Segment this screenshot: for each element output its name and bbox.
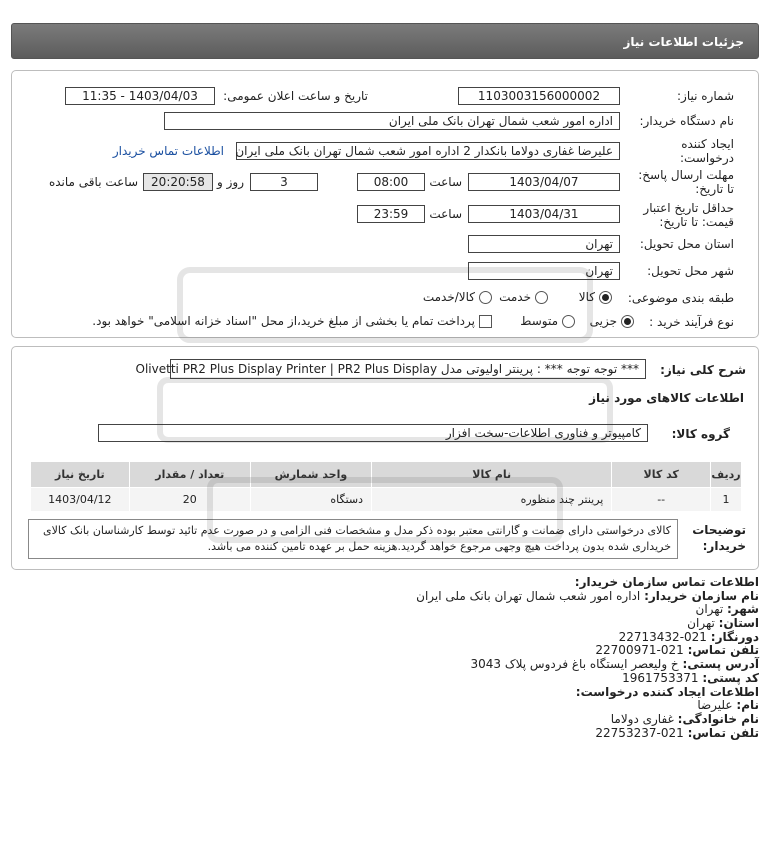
buyer-org-field: اداره امور شعب شمال تهران بانک ملی ایران [164,112,620,130]
deadline-label-1: مهلت ارسال پاسخ: [638,168,734,182]
validity-time-label: ساعت [429,207,462,221]
contact-fax: 021-22713432 [618,629,707,644]
cell-date: 1403/04/12 [31,488,130,512]
radio-selected-icon[interactable] [621,315,634,328]
contact-section [11,576,759,740]
deadline-label-2: تا تاریخ: [695,182,734,196]
group-label: گروه کالا: [671,427,730,441]
city-field: تهران [468,262,620,280]
remaining-time-field: 20:20:58 [143,173,213,191]
contact-city: تهران [695,602,724,617]
col-row: ردیف [710,462,741,488]
announce-field: 1403/04/03 - 11:35 [65,87,215,105]
contact-org: اداره امور شعب شمال تهران بانک ملی ایران [416,588,641,603]
category-option-goods-service[interactable]: کالا/خدمت [423,290,492,304]
process-option-minor[interactable]: جزیی [590,314,634,328]
treasury-payment-option[interactable]: پرداخت تمام یا بخشی از مبلغ خرید،از محل "اسناد خزانه اسلامی" خواهد بود. [92,314,492,328]
city-label: شهر محل تحویل: [647,264,734,278]
table-header-row [31,462,742,488]
radio-selected-icon[interactable] [599,291,612,304]
need-details-panel [11,70,759,338]
province-label: استان محل تحویل: [639,237,734,251]
contact-province-label: استان: [718,616,759,631]
creator-phone: 021-22753237 [595,725,684,740]
contact-postal-label: کد پستی: [702,670,759,685]
description-label: شرح کلی نیاز: [660,363,746,377]
need-number-label: شماره نیاز: [677,89,734,103]
announce-label: تاریخ و ساعت اعلان عمومی: [223,89,368,103]
table-row [31,488,742,512]
notes-label-2: خریدار: [702,539,746,553]
goods-panel [11,346,759,570]
creator-label-2: درخواست: [680,151,734,165]
creator-info-title: اطلاعات ایجاد کننده درخواست: [575,684,759,699]
radio-icon[interactable] [479,291,492,304]
buyer-org-label: نام دستگاه خریدار: [639,114,734,128]
creator-label-1: ایجاد کننده [681,137,734,151]
validity-label-2: قیمت: تا تاریخ: [659,215,734,229]
contact-postal: 1961753371 [622,670,699,685]
creator-name-label: نام: [736,698,759,713]
validity-time-field: 23:59 [357,205,425,223]
notes-field: کالای درخواستی دارای ضمانت و گارانتی معتبر بوده ذکر مدل و مشخصات فنی الزامی و در صورت عدم تائید توسط کارشناسان بانک کالای خریداری شده بدون پرداخت هیچ وجهی مرجوع خواهد گردید.هزینه حمل بر عهده تامین کننده می باشد. [28,519,678,559]
category-label: طبقه بندی موضوعی: [627,291,734,305]
days-label: روز و [217,175,244,189]
contact-city-label: شهر: [727,602,759,617]
contact-phone: 021-22700971 [595,643,684,658]
contact-title: اطلاعات تماس سازمان خریدار: [574,575,759,589]
col-unit: واحد شمارش [250,462,371,488]
deadline-time-label: ساعت [429,175,462,189]
cell-name: پرینتر چند منظوره [372,488,612,512]
buyer-contact-link[interactable]: اطلاعات تماس خریدار [112,144,224,158]
group-field: کامپیوتر و فناوری اطلاعات-سخت افزار [98,424,648,442]
checkbox-icon[interactable] [479,315,492,328]
contact-address-label: آدرس پستی: [682,657,759,672]
category-option-service[interactable]: خدمت [499,290,548,304]
creator-name: علیرضا [697,698,733,713]
creator-family: غفاری دولاما [610,711,674,726]
notes-label-1: توضیحات [692,523,746,537]
deadline-time-field: 08:00 [357,173,425,191]
col-date: تاریخ نیاز [31,462,130,488]
days-field: 3 [250,173,318,191]
col-name: نام کالا [372,462,612,488]
category-option-goods[interactable]: کالا [579,290,612,304]
process-option-medium[interactable]: متوسط [520,314,575,328]
contact-fax-label: دورنگار: [710,629,759,644]
province-field: تهران [468,235,620,253]
cell-code: -- [612,488,711,512]
description-field: *** توجه توجه *** : پرینتر اولیوتی مدل Olivetti PR2 Plus Display Printer | PR2 Plus Display [170,359,646,379]
page-title: جزئیات اطلاعات نیاز [623,35,744,49]
radio-icon[interactable] [535,291,548,304]
cell-row: 1 [710,488,741,512]
contact-org-label: نام سازمان خریدار: [644,588,759,603]
deadline-date-field: 1403/04/07 [468,173,620,191]
col-qty: تعداد / مقدار [129,462,250,488]
cell-unit: دستگاه [250,488,371,512]
process-label: نوع فرآیند خرید : [649,315,734,329]
creator-phone-label: تلفن تماس: [687,725,759,740]
contact-province: تهران [687,616,715,631]
creator-family-label: نام خانوادگی: [677,711,759,726]
cell-qty: 20 [129,488,250,512]
page-header [11,23,759,59]
validity-label-1: حداقل تاریخ اعتبار [643,201,734,215]
contact-address: خ ولیعصر ایستگاه باغ فردوس پلاک 3043 [470,657,679,672]
need-number-field: 1103003156000002 [458,87,620,105]
remaining-label: ساعت باقی مانده [48,175,138,189]
validity-date-field: 1403/04/31 [468,205,620,223]
col-code: کد کالا [612,462,711,488]
contact-phone-label: تلفن تماس: [687,643,759,658]
radio-icon[interactable] [562,315,575,328]
goods-info-title: اطلاعات کالاهای مورد نیاز [589,391,744,405]
creator-field: علیرضا غفاری دولاما بانکدار 2 اداره امور شعب شمال تهران بانک ملی ایران [236,142,620,160]
goods-table [30,461,742,512]
